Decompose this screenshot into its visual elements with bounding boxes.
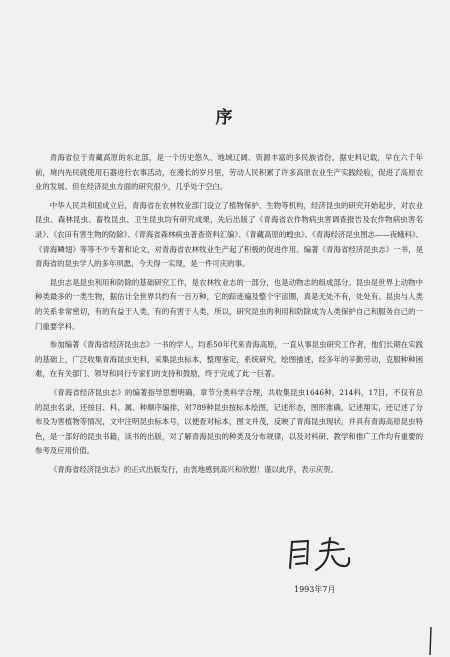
- margin-mark: [428, 626, 434, 656]
- paragraph: 昆虫志是昆虫利用和防除的基础研究工作，是农林牧业志的一部分，也是动物志的组成部分。昆虫是世界上动物中种类最多的一类生物，据估计全世界共约有一百万种，它的踪迹遍及整个宇宙圈，真是无处不有，处处有。昆虫与人类的关系非常密切，有的有益于人类，有的有害于人类，所以，研究昆虫的利用和防除成为人类保护自己和服务自己的一门重要学科。: [35, 277, 423, 331]
- page-title: 序: [215, 108, 235, 128]
- paragraph: 参加编著《青海省经济昆虫志》一书的学人，均系50年代来青海高原，一直从事昆虫研究工作者，他们长期在实践的基础上，广泛收集青海昆虫史料，采集昆虫标本，整理鉴定，系统研究，绘图描述，经多年的辛勤劳动，克服种种困难，在有关部门、领导和同行专家们的支持和鼓励，终于完成了此一巨著。: [35, 340, 423, 379]
- handwritten-signature: [286, 534, 354, 574]
- paragraph: 《青海省经济昆虫志》的正式出版发行，由衷地感到高兴和欣慰！谨以此序，表示庆贺。: [49, 464, 339, 474]
- date: 1993年7月: [294, 585, 336, 594]
- paragraph: 青海省位于青藏高原的东北部，是一个历史悠久、地域辽阔、资源丰富的多民族省份。据史料记载，早在六千年前，境内先民就使用石器进行农事活动，在漫长的岁月里，劳动人民积累了许多高原农业生产实践经验，促进了高原农业的发展。但在经济昆虫方面的研究很少，几乎处于空白。: [35, 153, 423, 192]
- paragraph: 中华人民共和国成立后，青海省在农林牧业部门设立了植物保护、生物等机构，经济昆虫的研究开始起步，对农业昆虫、森林昆虫、畜牧昆虫、卫生昆虫均有研究成果，先后出版了《青海省农作物病虫害调查报告及农作物病虫害名录》、《农田有害生物的防除》、《青海省森林病虫普查资料汇编》、《青藏高原的蝗虫》、《青海经济昆虫图志——夜蛾科》、《青海鳞翅》等等不少专著和论文，对青海省农林牧业生产起了积极的促进作用。编著《青海省经济昆虫志》一书，是青海省的昆虫学人的多年夙愿，今天得一实现，是一件可庆的事。: [35, 200, 423, 269]
- paragraph: 《青海省经济昆虫志》的编著指导思想明确，章节分类科学合理，共收集昆虫1646种，214科，17目，不仅有总的昆虫名录，还按目、科、属、种顺序编排，对789种昆虫按标本绘图，记述形态，图形准确，记述翔实，还记述了分布及为害植物等情况，文中注明昆虫标本号，以便查对标本，图文并茂，反映了青海昆虫现状，并具有青海高原昆虫特色，是一部好的昆虫书籍，读书的出版，对了解青海昆虫的种类及分布规律，以及对科研、教学和推广工作均有重要的参考及应用价值。: [35, 387, 423, 456]
- preface-body: [35, 151, 423, 481]
